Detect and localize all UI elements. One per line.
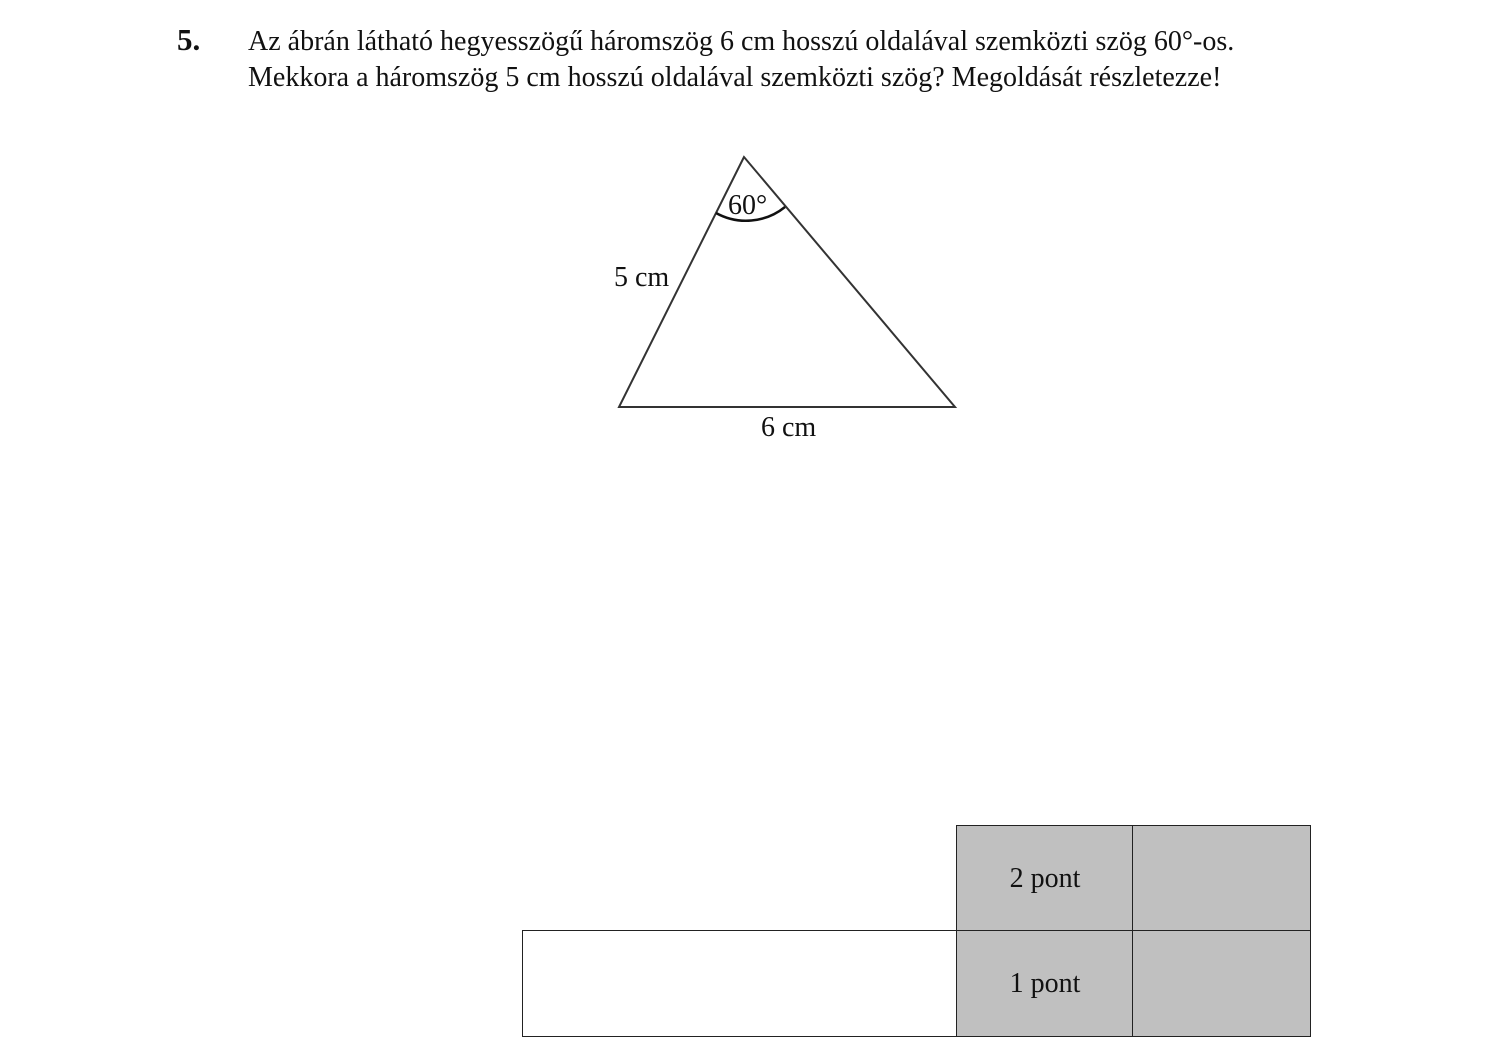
score-cell-points-1 [956, 825, 1134, 932]
score-cell-points-2 [956, 930, 1134, 1037]
score-points-label-2: 1 pont [1009, 967, 1081, 999]
score-table [522, 825, 1311, 1037]
score-cell-result-1[interactable] [1132, 825, 1311, 932]
left-side-label: 5 cm [614, 262, 670, 293]
task-number: 5. [177, 22, 201, 57]
base-label: 6 cm [761, 412, 817, 443]
angle-label: 60° [728, 190, 768, 221]
score-points-label-1: 2 pont [1009, 862, 1081, 894]
score-cell-blank [522, 930, 958, 1037]
task-text-line-2: Mekkora a háromszög 5 cm hosszú oldalával szemközti szög? Megoldását részletezze! [248, 62, 1222, 93]
triangle [619, 157, 955, 407]
score-cell-result-2[interactable] [1132, 930, 1311, 1037]
task-text-line-1: Az ábrán látható hegyesszögű háromszög 6 cm hosszú oldalával szemközti szög 60°-os. [248, 26, 1235, 57]
